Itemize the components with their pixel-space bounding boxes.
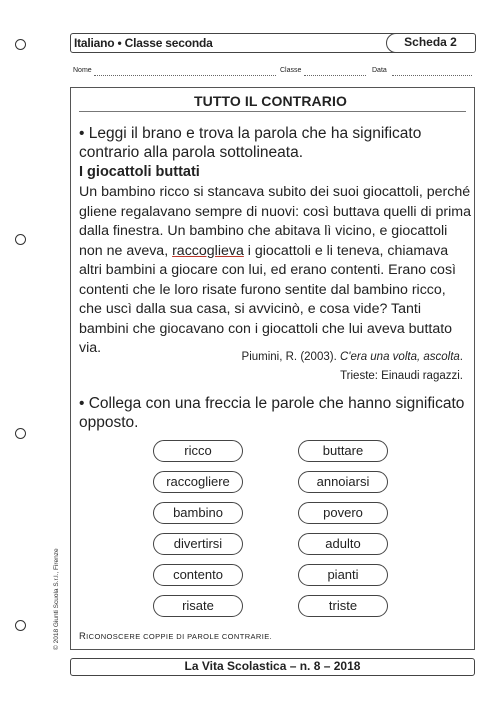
- date-label: Data: [372, 67, 387, 74]
- word-right-5[interactable]: pianti: [298, 564, 388, 586]
- story-text: [79, 183, 471, 359]
- story-text-part-2: i giocattoli e li teneva, chiamava altri bambini a giocare con lui, ed erano contenti. Erano così contenti che le loro risate furono sentite dal bambino ricco, che uscì dalla sua casa, si avvicinò, e cosa vide? Tanti bambini che giocavano con i giocattoli che lui aveva buttato via.: [79, 242, 456, 356]
- name-label: Nome: [73, 67, 92, 74]
- magazine-footer: La Vita Scolastica – n. 8 – 2018: [70, 658, 475, 676]
- class-field-line: [304, 75, 366, 76]
- citation-author: Piumini, R. (2003).: [241, 351, 337, 363]
- name-field-line: [94, 75, 276, 76]
- binder-hole-2: [15, 234, 26, 245]
- citation-period: .: [459, 351, 463, 363]
- citation-title: C'era una volta, ascolta: [339, 351, 460, 363]
- citation-source: [242, 351, 463, 363]
- class-label: Classe: [280, 67, 302, 74]
- binder-hole-4: [15, 620, 26, 631]
- word-left-5[interactable]: contento: [153, 564, 243, 586]
- story-title: I giocattoli buttati: [79, 164, 200, 180]
- title-divider: [79, 111, 466, 112]
- story-text-part-1: Un bambino ricco si stancava subito dei suoi giocattoli, perché gliene regalavano sempre di nuovi: così buttava quelli di prima dalla finestra. Un bambino che abitava lì vicino, e giocattoli non ne aveva,: [79, 184, 471, 259]
- learning-objective: [79, 631, 272, 642]
- date-field-line: [392, 75, 472, 76]
- word-right-3[interactable]: povero: [298, 502, 388, 524]
- underlined-word: raccoglieva: [172, 242, 244, 259]
- instruction-connect: • Collega con una freccia le parole che hanno significato opposto.: [79, 395, 465, 431]
- binder-hole-1: [15, 39, 26, 50]
- word-right-2[interactable]: annoiarsi: [298, 471, 388, 493]
- word-left-2[interactable]: raccogliere: [153, 471, 243, 493]
- binder-hole-3: [15, 428, 26, 439]
- word-left-4[interactable]: divertirsi: [153, 533, 243, 555]
- word-left-1[interactable]: ricco: [153, 440, 243, 462]
- header-bar: [70, 33, 475, 53]
- word-right-6[interactable]: triste: [298, 595, 388, 617]
- worksheet-title: TUTTO IL CONTRARIO: [194, 93, 347, 109]
- objective-initial: R: [79, 631, 87, 642]
- objective-rest: ICONOSCERE COPPIE DI PAROLE CONTRARIE.: [86, 632, 273, 641]
- citation-publisher: Trieste: Einaudi ragazzi.: [340, 370, 463, 382]
- header-subject: Italiano • Classe seconda: [74, 36, 213, 50]
- word-right-4[interactable]: adulto: [298, 533, 388, 555]
- instruction-read: • Leggi il brano e trova la parola che ha significato contrario alla parola sottolineata.: [79, 125, 422, 161]
- word-left-6[interactable]: risate: [153, 595, 243, 617]
- sheet-number-tab: Scheda 2: [386, 33, 476, 53]
- copyright-notice: © 2018 Giunti Scuola S.r.l., Firenze: [53, 548, 60, 650]
- word-left-3[interactable]: bambino: [153, 502, 243, 524]
- word-right-1[interactable]: buttare: [298, 440, 388, 462]
